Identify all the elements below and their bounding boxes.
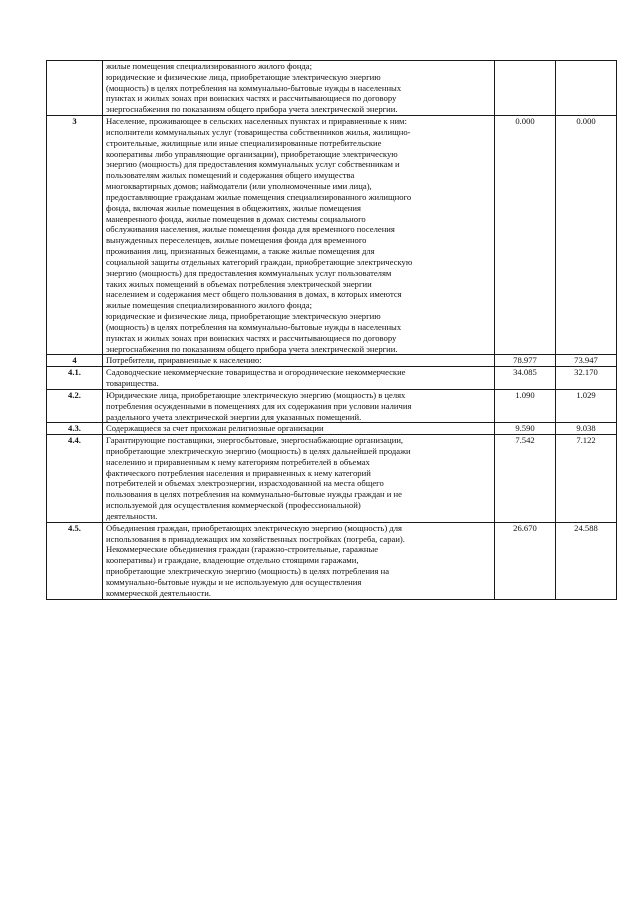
- table-row: [47, 367, 617, 390]
- tariff-table: [46, 60, 617, 600]
- value-col-1: 0.000: [495, 116, 556, 355]
- row-number: 3: [47, 116, 103, 355]
- row-number: 4.4.: [47, 435, 103, 523]
- row-number: 4.5.: [47, 522, 103, 599]
- row-description: Объединения граждан, приобретающих электрическую энергию (мощность) для использования в принадлежащих им хозяйственных постройках (погреба, сараи). Некоммерческие объединения граждан (гаражно-строительные, гаражные кооперативы) и граждане, владеющие отдельно стоящими гаражами, приобретающие электрическую энергию (мощность) в целях потребления на коммунально-бытовые нужды и не используемую для осуществления коммерческой деятельности.: [103, 522, 495, 599]
- row-number: 4: [47, 355, 103, 367]
- value-col-2: [556, 61, 617, 116]
- row-description: жилые помещения специализированного жилого фонда; юридические и физические лица, приобретающие электрическую энергию (мощность) в целях потребления на коммунально-бытовые нужды в населенных пунктах и жилых зонах при воинских частях и рассчитывающиеся по договору энергоснабжения по показаниям общего прибора учета электрической энергии.: [103, 61, 495, 116]
- table-row: [47, 116, 617, 355]
- value-col-2: 73.947: [556, 355, 617, 367]
- row-number: 4.2.: [47, 389, 103, 422]
- row-description: Население, проживающее в сельских населенных пунктах и приравненные к ним: исполнители коммунальных услуг (товарищества собственников жилья, жилищно- строительные, жилищные или иные специализированные потребительские кооперативы либо управляющие организации), приобретающие электрическую энергию (мощность) для предоставления коммунальных услуг собственникам и пользователям жилых помещений и содержания общего имущества многоквартирных домов; наймодатели (или уполномоченные ими лица), предоставляющие гражданам жилые помещения специализированного жилищного фонда, включая жилые помещения в общежитиях, жилые помещения маневренного фонда, жилые помещения в домах системы социального обслуживания населения, жилые помещения фонда для временного поселения вынужденных переселенцев, жилые помещения фонда для временного проживания лиц, признанных беженцами, а также жилые помещения для социальной защиты отдельных категорий граждан, приобретающие электрическую энергию (мощность) для предоставления коммунальных услуг пользователям таких жилых помещений в объемах потребления электрической энергии населением и содержания мест общего пользования в домах, в которых имеются жилые помещения специализированного жилого фонда; юридические и физические лица, приобретающие электрическую энергию (мощность) в целях потребления на коммунально-бытовые нужды в населенных пунктах и жилых зонах при воинских частях и рассчитывающиеся по договору энергоснабжения по показаниям общего прибора учета электрической энергии.: [103, 116, 495, 355]
- table-row: [47, 61, 617, 116]
- row-description: Гарантирующие поставщики, энергосбытовые, энергоснабжающие организации, приобретающие электрическую энергию (мощность) в целях дальнейшей продажи населению и приравненным к нему категориям потребителей в объемах фактического потребления населения и приравненных к нему категорий потребителей и объемах электроэнергии, израсходованной на места общего пользования в целях потребления на коммунально-бытовые нужды граждан и не используемой для осуществления коммерческой (профессиональной) деятельности.: [103, 435, 495, 523]
- row-number: 4.3.: [47, 423, 103, 435]
- row-number: [47, 61, 103, 116]
- value-col-1: 1.090: [495, 389, 556, 422]
- table-row: [47, 355, 617, 367]
- row-number: 4.1.: [47, 367, 103, 390]
- row-description: Содержащиеся за счет прихожан религиозные организации: [103, 423, 495, 435]
- row-description: Садоводческие некоммерческие товарищества и огороднические некоммерческие товарищества.: [103, 367, 495, 390]
- value-col-1: 7.542: [495, 435, 556, 523]
- row-description: Юридические лица, приобретающие электрическую энергию (мощность) в целях потребления осужденными в помещениях для их содержания при условии наличия раздельного учета электрической энергии для указанных помещений.: [103, 389, 495, 422]
- value-col-2: 1.029: [556, 389, 617, 422]
- table-row: [47, 522, 617, 599]
- value-col-2: 9.038: [556, 423, 617, 435]
- value-col-2: 32.170: [556, 367, 617, 390]
- value-col-1: 9.590: [495, 423, 556, 435]
- value-col-1: 34.085: [495, 367, 556, 390]
- table-row: [47, 389, 617, 422]
- value-col-1: 78.977: [495, 355, 556, 367]
- value-col-1: 26.670: [495, 522, 556, 599]
- row-description: Потребители, приравненные к населению:: [103, 355, 495, 367]
- table-row: [47, 435, 617, 523]
- value-col-2: 24.588: [556, 522, 617, 599]
- value-col-1: [495, 61, 556, 116]
- table-row: [47, 423, 617, 435]
- value-col-2: 7.122: [556, 435, 617, 523]
- value-col-2: 0.000: [556, 116, 617, 355]
